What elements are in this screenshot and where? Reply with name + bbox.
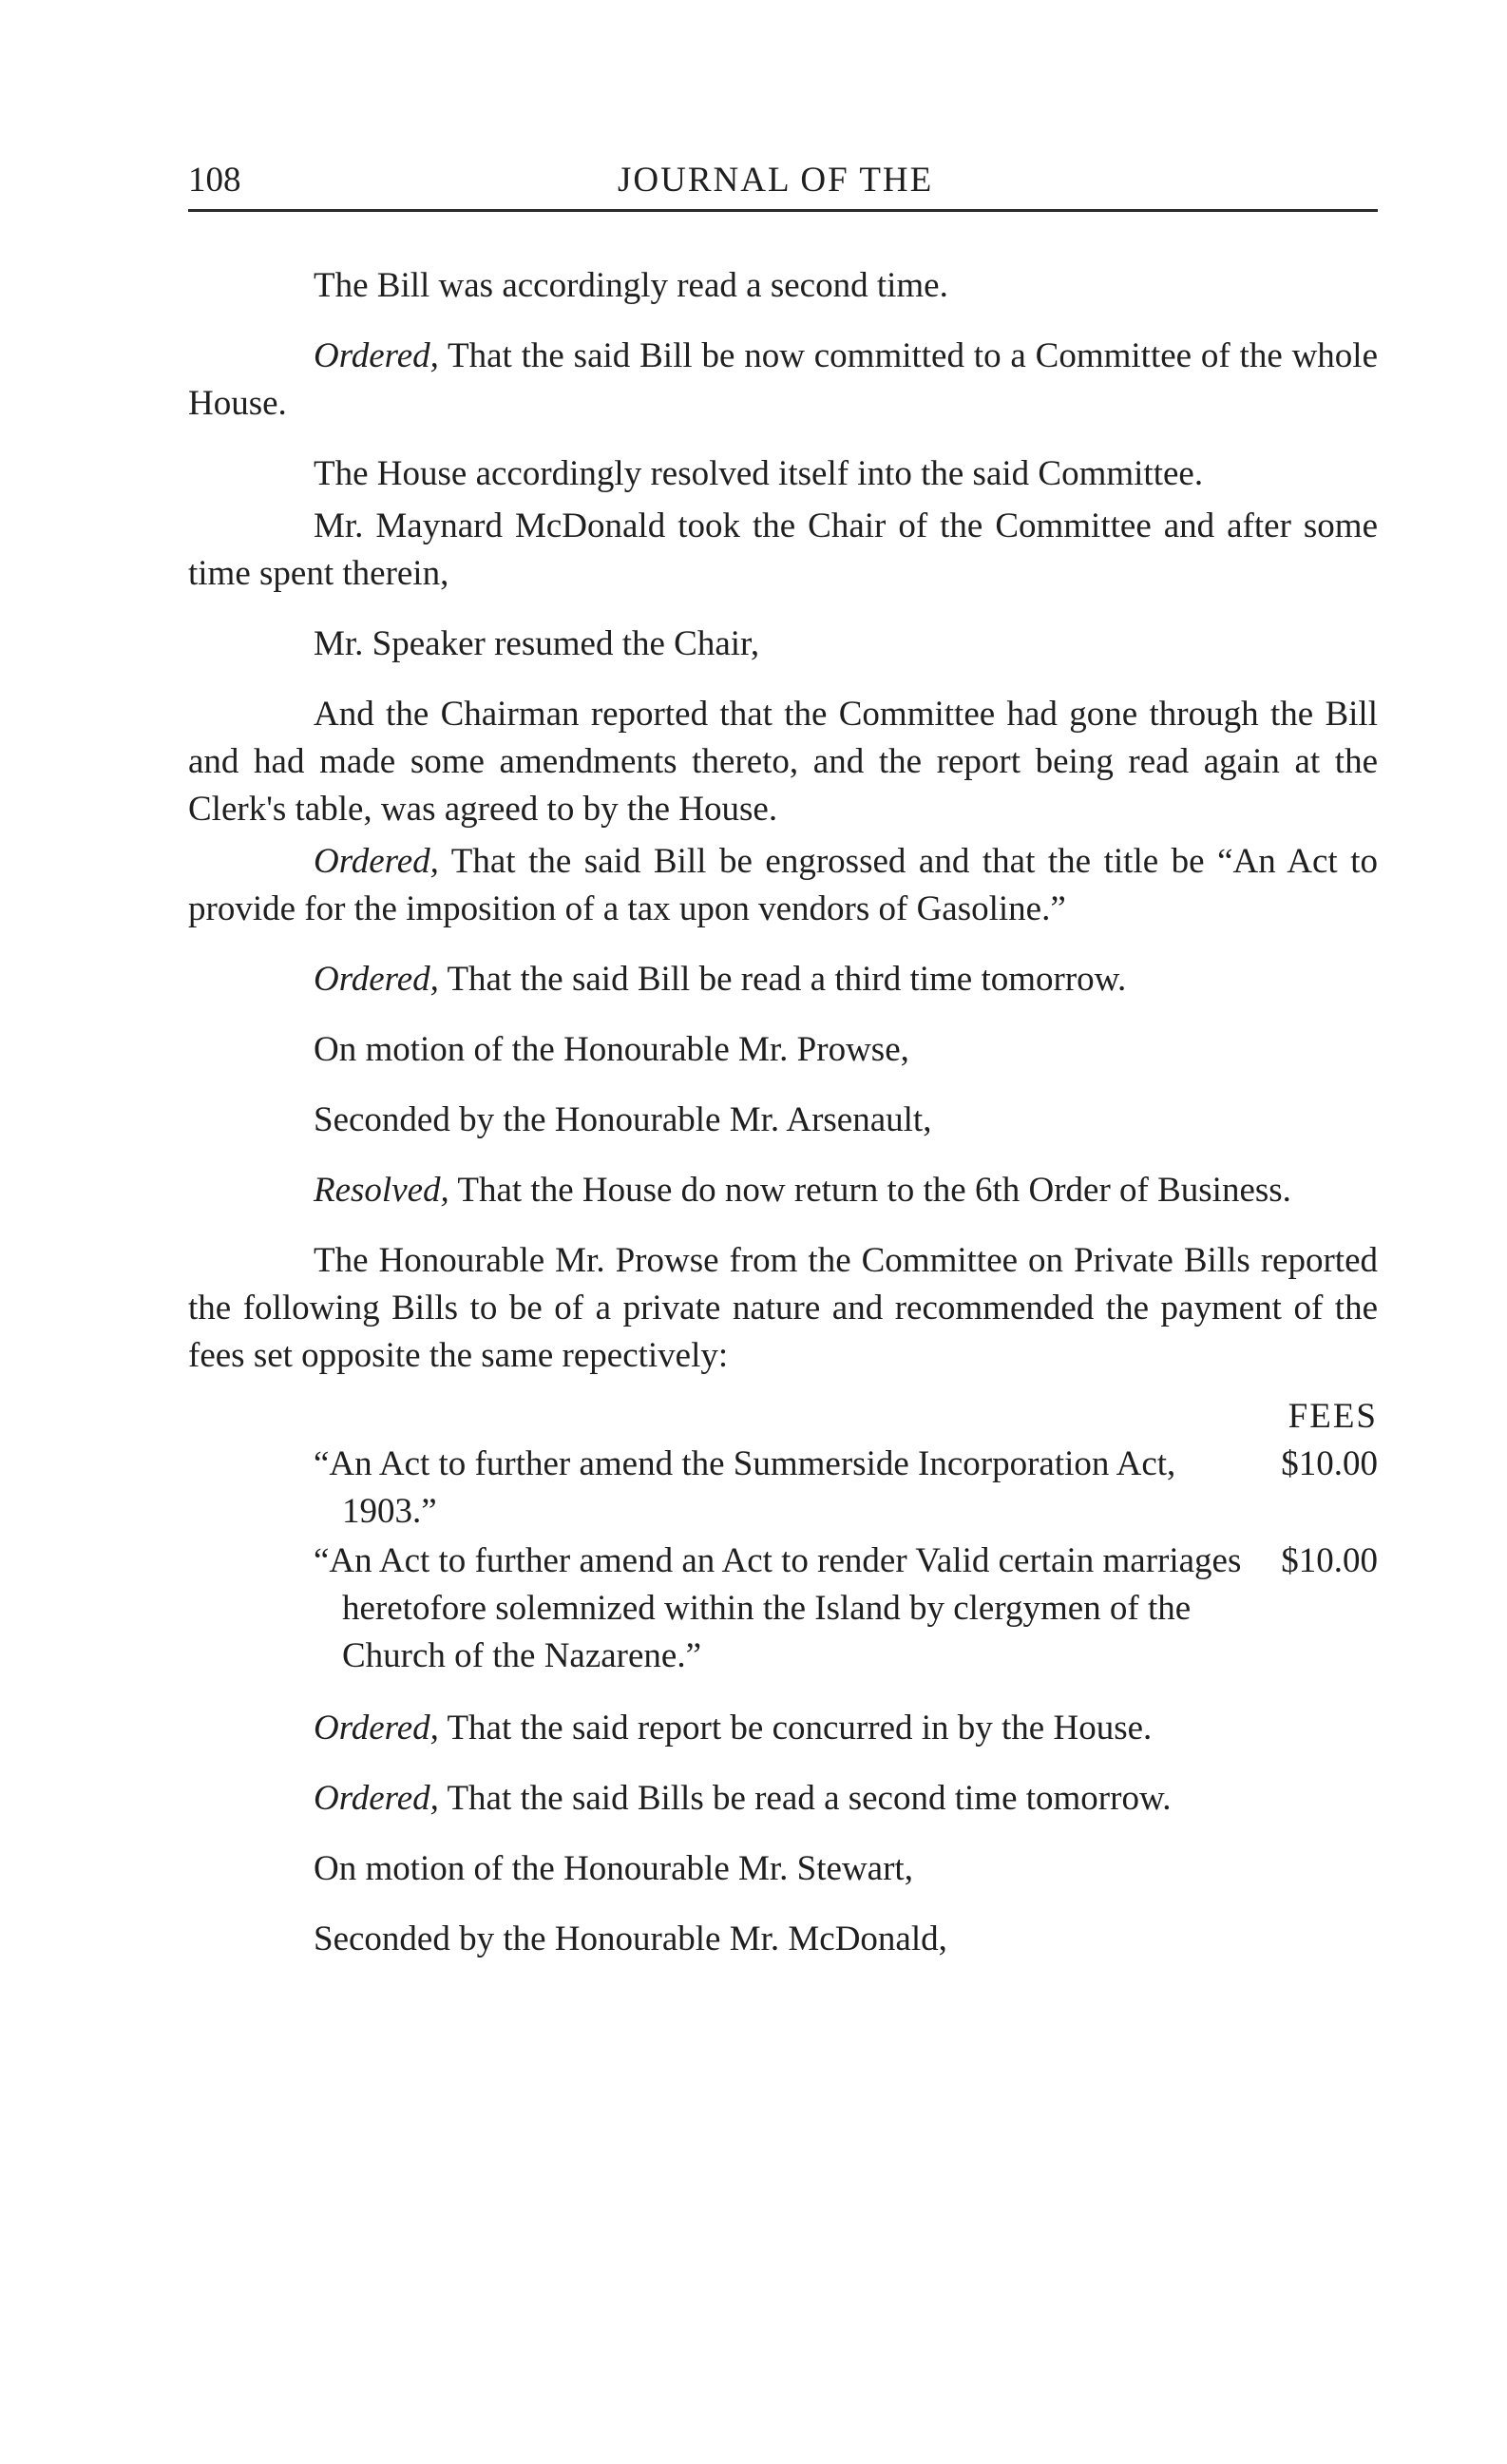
paragraph-lead: Ordered, (314, 842, 439, 881)
paragraph-lead: Resolved, (314, 1171, 449, 1210)
fee-amount: $10.00 (1281, 1541, 1378, 1580)
paragraph-text: Seconded by the Honourable Mr. McDonald, (314, 1920, 947, 1958)
page-header (188, 152, 1378, 212)
paragraph (188, 1845, 1378, 1893)
paragraph-text: On motion of the Honourable Mr. Prowse, (314, 1030, 909, 1069)
paragraph (188, 838, 1378, 933)
paragraph (188, 262, 1378, 310)
paragraph-text: That the said Bill be now committed to a Committee of the whole House. (188, 336, 1378, 423)
paragraph-text: That the said Bill be read a third time tomorrow. (438, 960, 1127, 999)
fee-item (314, 1538, 1378, 1680)
paragraph (188, 1916, 1378, 1963)
paragraph-lead: Ordered, (314, 1709, 439, 1748)
paragraph-lead: Ordered, (314, 960, 439, 999)
page-number: 108 (188, 161, 241, 200)
paragraph-text: Mr. Maynard McDonald took the Chair of the Committee and after some time spent therein, (188, 506, 1378, 593)
paragraph (188, 1775, 1378, 1823)
fees-heading: FEES (1288, 1397, 1378, 1436)
paragraph-text: That the said Bills be read a second time tomorrow. (438, 1779, 1172, 1818)
paragraph (188, 621, 1378, 668)
paragraph-lead: Ordered, (314, 336, 439, 375)
paragraph-text: On motion of the Honourable Mr. Stewart, (314, 1849, 913, 1888)
fee-amount: $10.00 (1281, 1444, 1378, 1483)
paragraph-text: Seconded by the Honourable Mr. Arsenault, (314, 1100, 932, 1139)
paragraph (188, 691, 1378, 833)
paragraph-text: The House accordingly resolved itself into the said Committee. (314, 454, 1204, 493)
paragraph (188, 1705, 1378, 1752)
paragraph (188, 1097, 1378, 1144)
fee-title: “An Act to further amend an Act to render Valid certain marriages heretofore solemnized within the Island by clergymen of the Church of the Nazarene.” (314, 1541, 1242, 1675)
running-head: JOURNAL OF THE (618, 161, 934, 200)
paragraph (188, 1026, 1378, 1074)
paragraph (188, 1167, 1378, 1214)
paragraph (188, 450, 1378, 498)
fee-item (314, 1441, 1378, 1536)
paragraph-text: And the Chairman reported that the Committee had gone through the Bill and had made some amendments thereto, and the report being read again at the Clerk's table, was agreed to by the House. (188, 695, 1378, 829)
paragraph-text: The Honourable Mr. Prowse from the Committee on Private Bills reported the following Bills to be of a private nature and recommended the payment of the fees set opposite the same repectively: (188, 1241, 1378, 1375)
paragraph-text: That the said Bill be engrossed and that the title be “An Act to provide for the imposition of a tax upon vendors of Gasoline.” (188, 842, 1378, 928)
paragraph-text: That the House do now return to the 6th Order of Business. (448, 1171, 1291, 1210)
paragraph (188, 333, 1378, 428)
paragraph-text: Mr. Speaker resumed the Chair, (314, 624, 760, 663)
paragraph (188, 503, 1378, 598)
paragraph-text: That the said report be concurred in by the House. (438, 1709, 1153, 1748)
paragraph (188, 1237, 1378, 1380)
fee-title: “An Act to further amend the Summerside Incorporation Act, 1903.” (314, 1444, 1176, 1531)
paragraph (188, 956, 1378, 1003)
page-body (188, 262, 1378, 1963)
paragraph-text: The Bill was accordingly read a second time. (314, 266, 948, 305)
paragraph-lead: Ordered, (314, 1779, 439, 1818)
